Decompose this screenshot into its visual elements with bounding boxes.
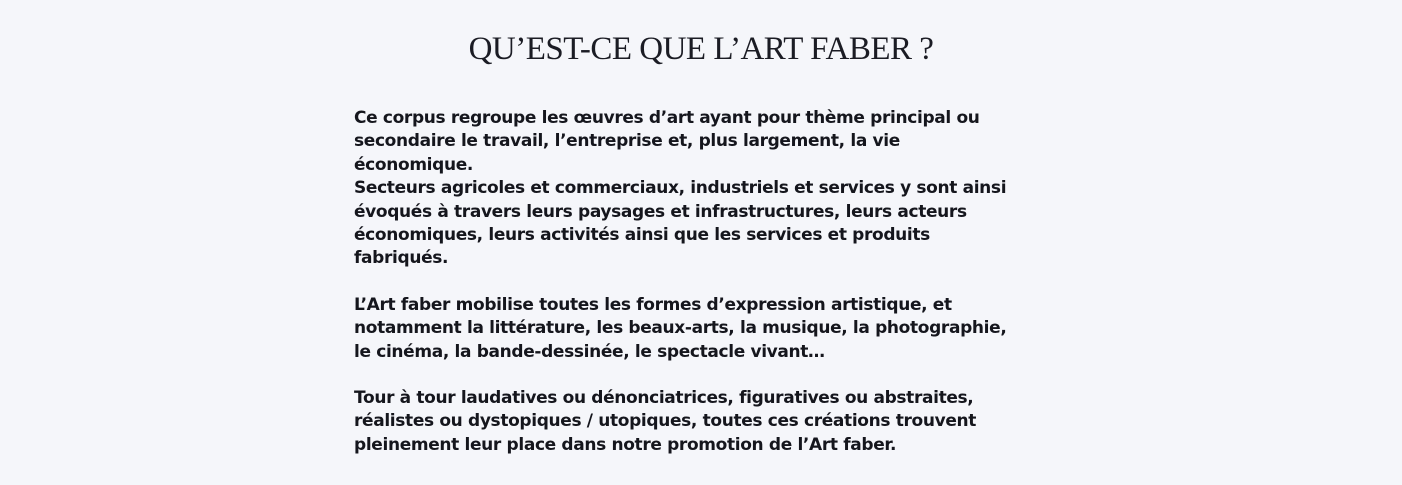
paragraph-corpus <box>354 107 1054 271</box>
text-line: le cinéma, la bande-dessinée, le spectacle vivant… <box>354 341 825 362</box>
text-line: économique. <box>354 154 474 175</box>
text-line: secondaire le travail, l’entreprise et, plus largement, la vie <box>354 131 900 152</box>
paragraph-creations <box>354 387 1054 457</box>
paragraph-expressions <box>354 294 1054 364</box>
text-line: notamment la littérature, les beaux-arts, la musique, la photographie, <box>354 318 1007 339</box>
text-line: fabriqués. <box>354 248 449 269</box>
text-line: évoqués à travers leurs paysages et infrastructures, leurs acteurs <box>354 201 967 222</box>
description-text <box>354 107 1054 480</box>
text-line: Tour à tour laudatives ou dénonciatrices, figuratives ou abstraites, <box>354 388 974 409</box>
section-title: QU’EST-CE QUE L’ART FABER ? <box>468 31 934 67</box>
text-line: Ce corpus regroupe les œuvres d’art ayant pour thème principal ou <box>354 108 980 128</box>
text-line: pleinement leur place dans notre promotion de l’Art faber. <box>354 434 897 455</box>
text-line: Secteurs agricoles et commerciaux, industriels et services y sont ainsi <box>354 178 1007 199</box>
text-line: économiques, leurs activités ainsi que les services et produits <box>354 225 930 246</box>
text-line: L’Art faber mobilise toutes les formes d’expression artistique, et <box>354 294 952 315</box>
text-line: réalistes ou dystopiques / utopiques, toutes ces créations trouvent <box>354 411 977 432</box>
